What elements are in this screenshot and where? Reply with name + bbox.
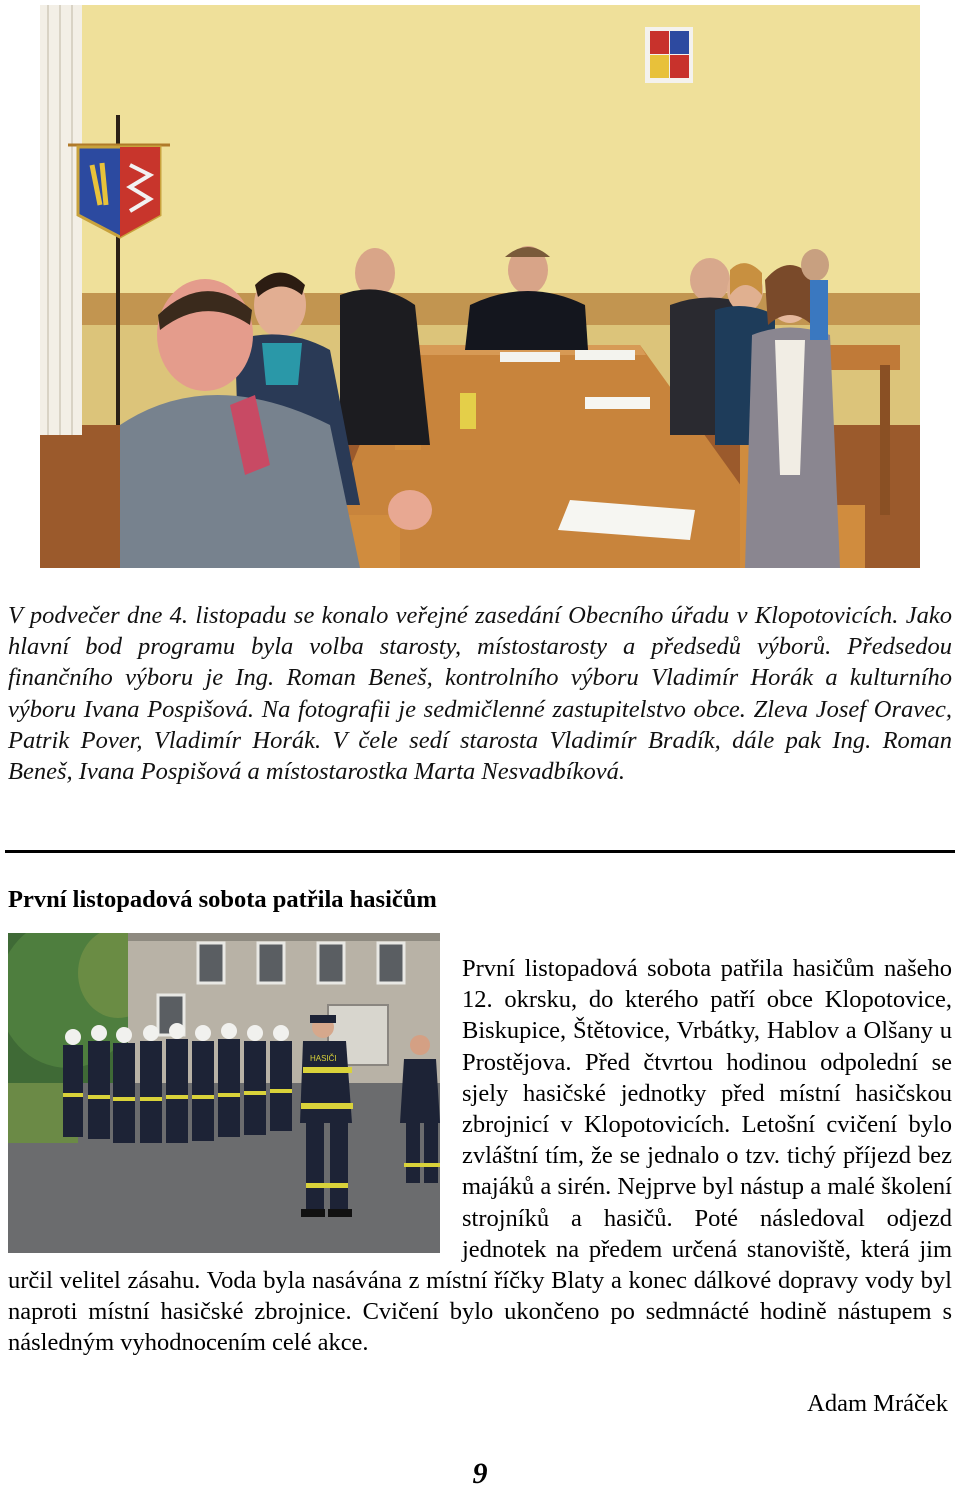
- firefighters-photo: [8, 933, 440, 1253]
- article: [8, 953, 952, 1359]
- article-author: Adam Mráček: [807, 1390, 948, 1417]
- council-meeting-photo: [40, 5, 920, 568]
- article-heading: První listopadová sobota patřila hasičům: [8, 886, 437, 913]
- section-divider: [5, 850, 955, 853]
- vest-label: HASIČI: [310, 1054, 337, 1063]
- article-body: První listopadová sobota patřila hasičům našeho 12. okrsku, do kterého patří obce Klopotovice, Biskupice, Štětovice, Vrbátky, Hablov a Olšany u Prostějova. Před čtvrtou hodinou odpolední se sjely hasičské jednotky před místní hasičskou zbrojnicí v Klopotovicích. Letošní cvičení bylo zvláštní tím, že se jednalo o tzv. tichý příjezd bez majáků a sirén. Nejprve byl nástup a malé školení strojníků a hasičů. Poté následoval odjezd jednotek na předem určená stanoviště, která jim určil velitel zásahu. Voda byla nasávána z místní říčky Blaty a konec dálkové dopravy vody byl naproti místní hasičské zbrojnice. Cvičení bylo ukončeno po sedmnácté hodině nástupem s následným vyhodnocením celé akce.: [8, 955, 952, 1357]
- page-number: 9: [472, 1457, 488, 1490]
- photo-caption: V podvečer dne 4. listopadu se konalo veřejné zasedání Obecního úřadu v Klopotovicích. Jako hlavní bod programu byla volba starosty, místostarosty a předsedů výborů. Předsedou finančního výboru je Ing. Roman Beneš, kontrolního výboru Vladimír Horák a kulturního výboru Ivana Pospišová. Na fotografii je sedmičlenné zastupitelstvo obce. Zleva Josef Oravec, Patrik Pover, Vladimír Horák. V čele sedí starosta Vladimír Bradík, dále pak Ing. Roman Beneš, Ivana Pospišová a místostarostka Marta Nesvadbíková.: [8, 602, 952, 786]
